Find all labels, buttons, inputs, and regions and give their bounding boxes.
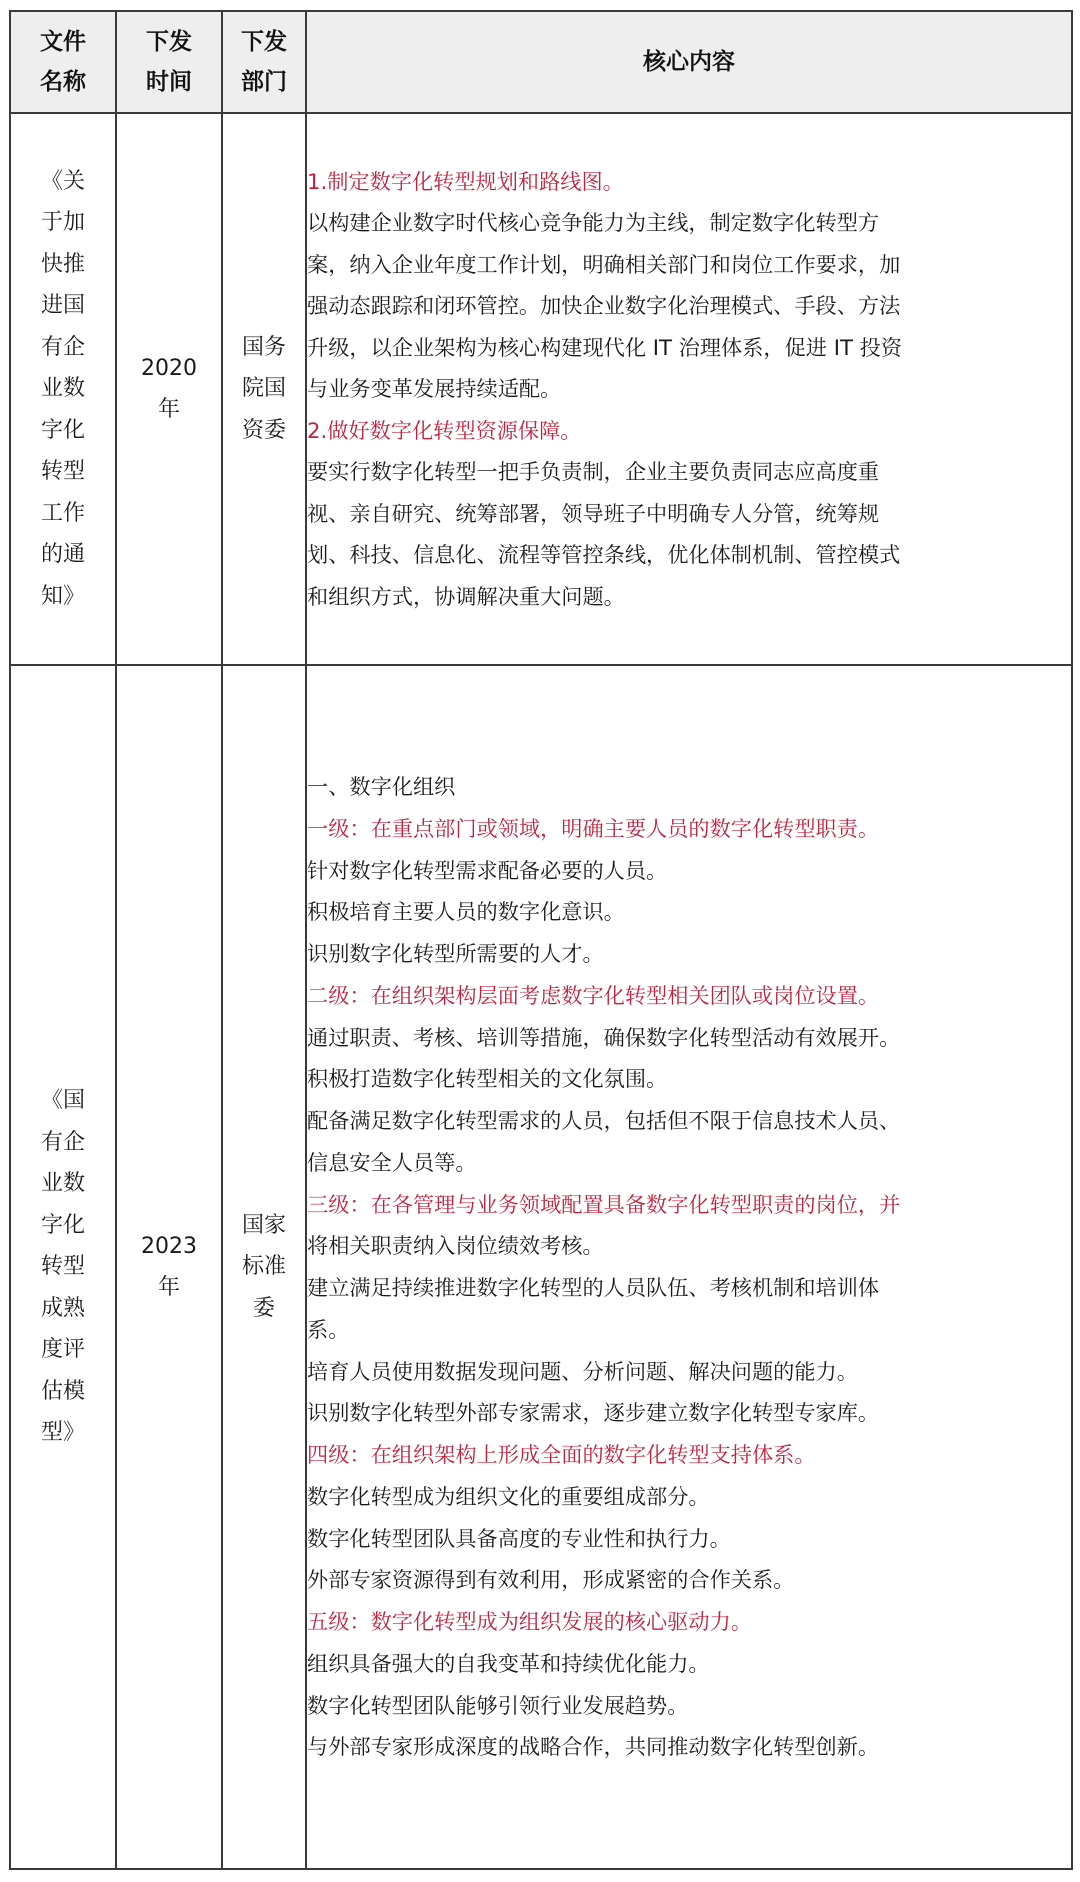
content-line: 培育人员使用数据发现问题、分析问题、解决问题的能力。 [307, 1358, 858, 1384]
content-line: 案，纳入企业年度工作计划，明确相关部门和岗位工作要求，加 [307, 251, 901, 277]
content-heading-line: 五级：数字化转型成为组织发展的核心驱动力。 [307, 1609, 752, 1634]
issue-time-cell [116, 113, 222, 665]
issuing-dept-line: 资委 [241, 417, 286, 443]
file-name-line: 《国 [40, 1088, 85, 1114]
content-heading-line: 1.制定数字化转型规划和路线图。 [307, 168, 624, 194]
file-name-line: 业数 [40, 376, 85, 402]
content-heading-line: 一级：在重点部门或领域，明确主要人员的数字化转型职责。 [307, 815, 880, 841]
file-name-line: 字化 [40, 1212, 85, 1238]
content-line: 强动态跟踪和闭环管控。加快企业数字化治理模式、手段、方法 [307, 293, 901, 319]
content-line: 数字化转型团队能够引领行业发展趋势。 [307, 1692, 689, 1718]
content-line: 积极培育主要人员的数字化意识。 [307, 899, 625, 925]
issuing-dept-cell [222, 665, 306, 1869]
table-header-row [10, 11, 1072, 113]
file-name-line: 转型 [40, 1254, 85, 1280]
content-heading-line: 四级：在组织架构上形成全面的数字化转型支持体系。 [307, 1442, 816, 1467]
content-line: 升级，以企业架构为核心构建现代化 IT 治理体系，促进 IT 投资 [307, 334, 903, 360]
issue-time-cell [116, 665, 222, 1869]
header-issuing-dept [222, 11, 306, 113]
issuing-dept-cell [222, 113, 306, 665]
file-name-line: 进国 [40, 293, 85, 319]
file-name-line: 有企 [40, 334, 85, 360]
header-issuing-dept-line: 下发 [241, 29, 287, 55]
file-name-cell [10, 665, 116, 1869]
header-file-name [10, 11, 116, 113]
issuing-dept-line: 标准 [241, 1254, 286, 1280]
file-name-line: 知》 [40, 583, 85, 609]
core-content-cell [306, 113, 1072, 665]
issue-time-line: 年 [157, 1275, 180, 1300]
core-content-cell [306, 665, 1072, 1869]
issuing-dept-line: 院国 [241, 376, 286, 402]
content-line: 和组织方式，协调解决重大问题。 [307, 583, 625, 609]
file-name-line: 字化 [40, 417, 85, 443]
header-issuing-dept-line: 部门 [241, 69, 287, 95]
content-heading-line: 2.做好数字化转型资源保障。 [307, 417, 582, 443]
issuing-dept-line: 委 [252, 1295, 275, 1321]
content-line: 与外部专家形成深度的战略合作，共同推动数字化转型创新。 [307, 1734, 880, 1760]
issue-time-line: 2023 [141, 1233, 197, 1259]
content-line: 组织具备强大的自我变革和持续优化能力。 [307, 1650, 710, 1676]
file-name-line: 转型 [40, 459, 85, 485]
content-line: 将相关职责纳入岗位绩效考核。 [307, 1233, 604, 1259]
header-file-name-line: 文件 [40, 29, 86, 55]
content-line: 视、亲自研究、统筹部署，领导班子中明确专人分管，统筹规 [307, 500, 880, 526]
content-line: 要实行数字化转型一把手负责制，企业主要负责同志应高度重 [307, 459, 880, 485]
file-name-line: 的通 [40, 542, 85, 568]
content-line: 系。 [307, 1316, 350, 1342]
file-name-line: 度评 [40, 1337, 85, 1363]
file-name-line: 成熟 [40, 1295, 85, 1321]
policy-table [9, 10, 1073, 1870]
content-line: 以构建企业数字时代核心竞争能力为主线，制定数字化转型方 [307, 210, 880, 236]
content-heading-line: 三级：在各管理与业务领域配置具备数字化转型职责的岗位，并 [307, 1191, 901, 1217]
header-issue-time [116, 11, 222, 113]
file-name-line: 工作 [40, 500, 85, 526]
content-line: 积极打造数字化转型相关的文化氛围。 [307, 1066, 668, 1092]
content-line: 针对数字化转型需求配备必要的人员。 [307, 857, 668, 883]
content-line: 外部专家资源得到有效利用，形成紧密的合作关系。 [307, 1567, 795, 1593]
content-heading-line: 二级：在组织架构层面考虑数字化转型相关团队或岗位设置。 [307, 982, 880, 1008]
content-line: 配备满足数字化转型需求的人员，包括但不限于信息技术人员、 [307, 1108, 901, 1133]
content-line: 信息安全人员等。 [307, 1149, 477, 1175]
file-name-line: 于加 [40, 210, 85, 236]
content-line: 数字化转型成为组织文化的重要组成部分。 [307, 1483, 710, 1509]
content-line: 建立满足持续推进数字化转型的人员队伍、考核机制和培训体 [307, 1275, 880, 1300]
content-line: 通过职责、考核、培训等措施，确保数字化转型活动有效展开。 [307, 1024, 901, 1050]
issue-time-line: 2020 [141, 355, 197, 381]
file-name-line: 快推 [40, 251, 85, 277]
header-issue-time-line: 下发 [146, 29, 192, 55]
content-line: 数字化转型团队具备高度的专业性和执行力。 [307, 1525, 731, 1551]
content-line: 划、科技、信息化、流程等管控条线，优化体制机制、管控模式 [307, 542, 901, 568]
file-name-line: 《关 [40, 168, 85, 194]
content-line: 与业务变革发展持续适配。 [307, 376, 562, 402]
issuing-dept-line: 国务 [241, 334, 286, 360]
header-core-content: 核心内容 [306, 11, 1072, 113]
issue-time-line: 年 [157, 397, 180, 422]
file-name-line: 型》 [40, 1420, 85, 1446]
file-name-cell [10, 113, 116, 665]
file-name-line: 估模 [40, 1378, 85, 1404]
content-line: 一、数字化组织 [307, 774, 456, 799]
issuing-dept-line: 国家 [241, 1212, 286, 1238]
table-row [10, 113, 1072, 665]
file-name-line: 有企 [40, 1129, 85, 1155]
content-line: 识别数字化转型所需要的人才。 [307, 941, 604, 966]
table-row [10, 665, 1072, 1869]
file-name-line: 业数 [40, 1171, 85, 1197]
content-line: 识别数字化转型外部专家需求，逐步建立数字化转型专家库。 [307, 1400, 880, 1426]
header-file-name-line: 名称 [40, 69, 86, 95]
header-issue-time-line: 时间 [146, 69, 192, 95]
